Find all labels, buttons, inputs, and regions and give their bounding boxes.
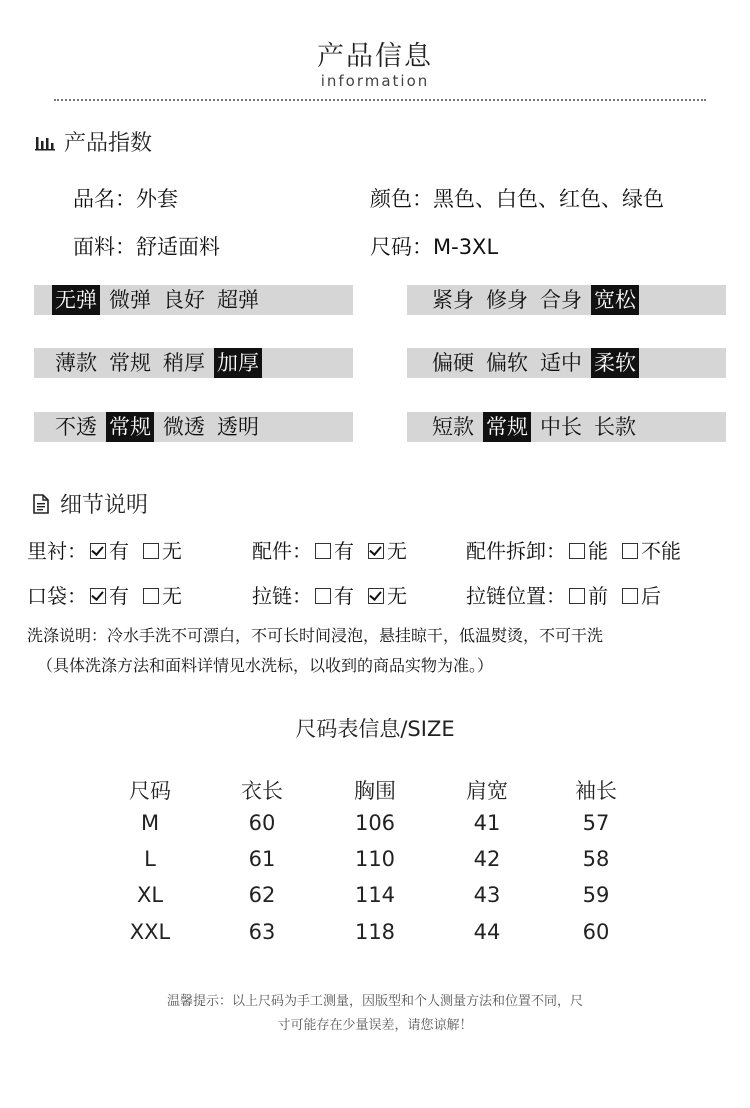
product-colors: 颜色：黑色、白色、红色、绿色	[370, 187, 664, 211]
checked-checkbox[interactable]	[368, 543, 384, 559]
checked-checkbox[interactable]	[90, 543, 106, 559]
scale-option: 微弹	[109, 288, 151, 312]
size-table-cell: 61	[248, 847, 276, 871]
size-table-cell: M	[140, 811, 160, 835]
size-table-cell: 118	[354, 920, 396, 944]
choice-label: 无	[387, 584, 407, 608]
size-table-cell: 44	[473, 920, 501, 944]
choice-label: 后	[641, 584, 661, 608]
size-column-header: 衣长	[241, 779, 283, 803]
size-table-cell: 63	[248, 920, 276, 944]
scale-option: 偏硬	[432, 351, 474, 375]
size-table-cell: 60	[582, 920, 610, 944]
empty-checkbox[interactable]	[315, 588, 331, 604]
scale-option: 常规	[109, 351, 151, 375]
scale-option-selected: 无弹	[52, 285, 100, 315]
choice-label: 无	[387, 539, 407, 563]
choice-label: 无	[162, 539, 182, 563]
detail-item	[252, 535, 407, 564]
size-table-title: 尺码表信息/SIZE	[295, 717, 455, 741]
size-table-cell: 58	[582, 847, 610, 871]
empty-checkbox[interactable]	[315, 543, 331, 559]
detail-section-title: 细节说明	[60, 493, 149, 518]
scale-option-selected: 加厚	[214, 348, 262, 378]
scale-option: 良好	[163, 288, 205, 312]
scale-option: 合身	[540, 288, 582, 312]
scale-option: 长款	[594, 415, 636, 439]
choice-label: 有	[109, 539, 129, 563]
page-title: 产品信息	[317, 41, 433, 72]
scale-option: 短款	[432, 415, 474, 439]
size-table-cell: 114	[354, 883, 396, 907]
size-table-cell: 42	[473, 847, 501, 871]
empty-checkbox[interactable]	[622, 588, 638, 604]
size-column-header: 尺码	[129, 779, 171, 803]
choice-label: 有	[109, 584, 129, 608]
scale-option: 透明	[217, 415, 259, 439]
scale-option: 中长	[540, 415, 582, 439]
detail-label: 配件拆卸：	[466, 539, 566, 563]
scale-bar	[407, 348, 726, 378]
size-table-cell: XL	[136, 883, 164, 907]
scale-option-selected: 常规	[483, 412, 531, 442]
scale-bar	[34, 348, 353, 378]
product-size-range: 尺码：M-3XL	[370, 235, 499, 259]
size-column-header: 胸围	[354, 779, 396, 803]
size-column-header: 肩宽	[466, 779, 508, 803]
size-table-cell: 60	[248, 811, 276, 835]
scale-bar	[34, 285, 353, 315]
size-table-cell: L	[144, 847, 156, 871]
scale-option: 修身	[486, 288, 528, 312]
size-table-cell: 59	[582, 883, 610, 907]
scale-option-selected: 宽松	[591, 285, 639, 315]
scale-bar	[407, 285, 726, 315]
empty-checkbox[interactable]	[143, 543, 159, 559]
choice-label: 无	[162, 584, 182, 608]
choice-label: 有	[334, 584, 354, 608]
scale-bar	[407, 412, 726, 442]
size-table-cell: 62	[248, 883, 276, 907]
scale-option-selected: 柔软	[591, 348, 639, 378]
scale-option: 偏软	[486, 351, 528, 375]
scale-option: 微透	[163, 415, 205, 439]
size-table-cell: 41	[473, 811, 501, 835]
empty-checkbox[interactable]	[569, 588, 585, 604]
size-table-cell: 110	[354, 847, 396, 871]
scale-option: 紧身	[432, 288, 474, 312]
checked-checkbox[interactable]	[368, 588, 384, 604]
detail-section-heading	[30, 488, 148, 519]
detail-label: 拉链：	[252, 584, 312, 608]
detail-item	[27, 535, 182, 564]
detail-label: 拉链位置：	[466, 584, 566, 608]
size-column-header: 袖长	[575, 779, 617, 803]
washing-note: （具体洗涤方法和面料详情见水洗标，以收到的商品实物为准。）	[37, 656, 494, 675]
size-table-cell: 57	[582, 811, 610, 835]
index-section-heading	[34, 126, 152, 157]
washing-instructions: 洗涤说明：冷水手洗不可漂白，不可长时间浸泡，悬挂晾干，低温熨烫，不可干洗	[27, 626, 604, 645]
detail-label: 里衬：	[27, 539, 87, 563]
scale-option-selected: 常规	[106, 412, 154, 442]
empty-checkbox[interactable]	[622, 543, 638, 559]
scale-option: 不透	[55, 415, 97, 439]
bar-chart-icon	[34, 131, 56, 153]
measurement-tip-cont: 寸可能存在少量误差，请您谅解！	[277, 1018, 473, 1033]
empty-checkbox[interactable]	[143, 588, 159, 604]
detail-label: 配件：	[252, 539, 312, 563]
scale-bar	[34, 412, 353, 442]
checked-checkbox[interactable]	[90, 588, 106, 604]
page-subtitle: information	[320, 72, 430, 90]
choice-label: 前	[588, 584, 608, 608]
scale-option: 适中	[540, 351, 582, 375]
size-table-cell: 43	[473, 883, 501, 907]
detail-item	[27, 580, 182, 609]
empty-checkbox[interactable]	[569, 543, 585, 559]
product-fabric: 面料：舒适面料	[73, 235, 220, 259]
measurement-tip: 温馨提示：以上尺码为手工测量，因版型和个人测量方法和位置不同，尺	[166, 994, 583, 1009]
product-name: 品名：外套	[73, 187, 178, 211]
detail-label: 口袋：	[27, 584, 87, 608]
scale-option: 稍厚	[163, 351, 205, 375]
index-section-title: 产品指数	[64, 131, 153, 156]
choice-label: 有	[334, 539, 354, 563]
size-table-cell: XXL	[129, 920, 171, 944]
dotted-divider	[54, 99, 706, 101]
choice-label: 不能	[641, 539, 681, 563]
choice-label: 能	[588, 539, 608, 563]
document-icon	[30, 493, 52, 515]
detail-item	[466, 580, 661, 609]
size-table-cell: 106	[354, 811, 396, 835]
scale-option: 薄款	[55, 351, 97, 375]
detail-item	[466, 535, 681, 564]
scale-option: 超弹	[217, 288, 259, 312]
detail-item	[252, 580, 407, 609]
